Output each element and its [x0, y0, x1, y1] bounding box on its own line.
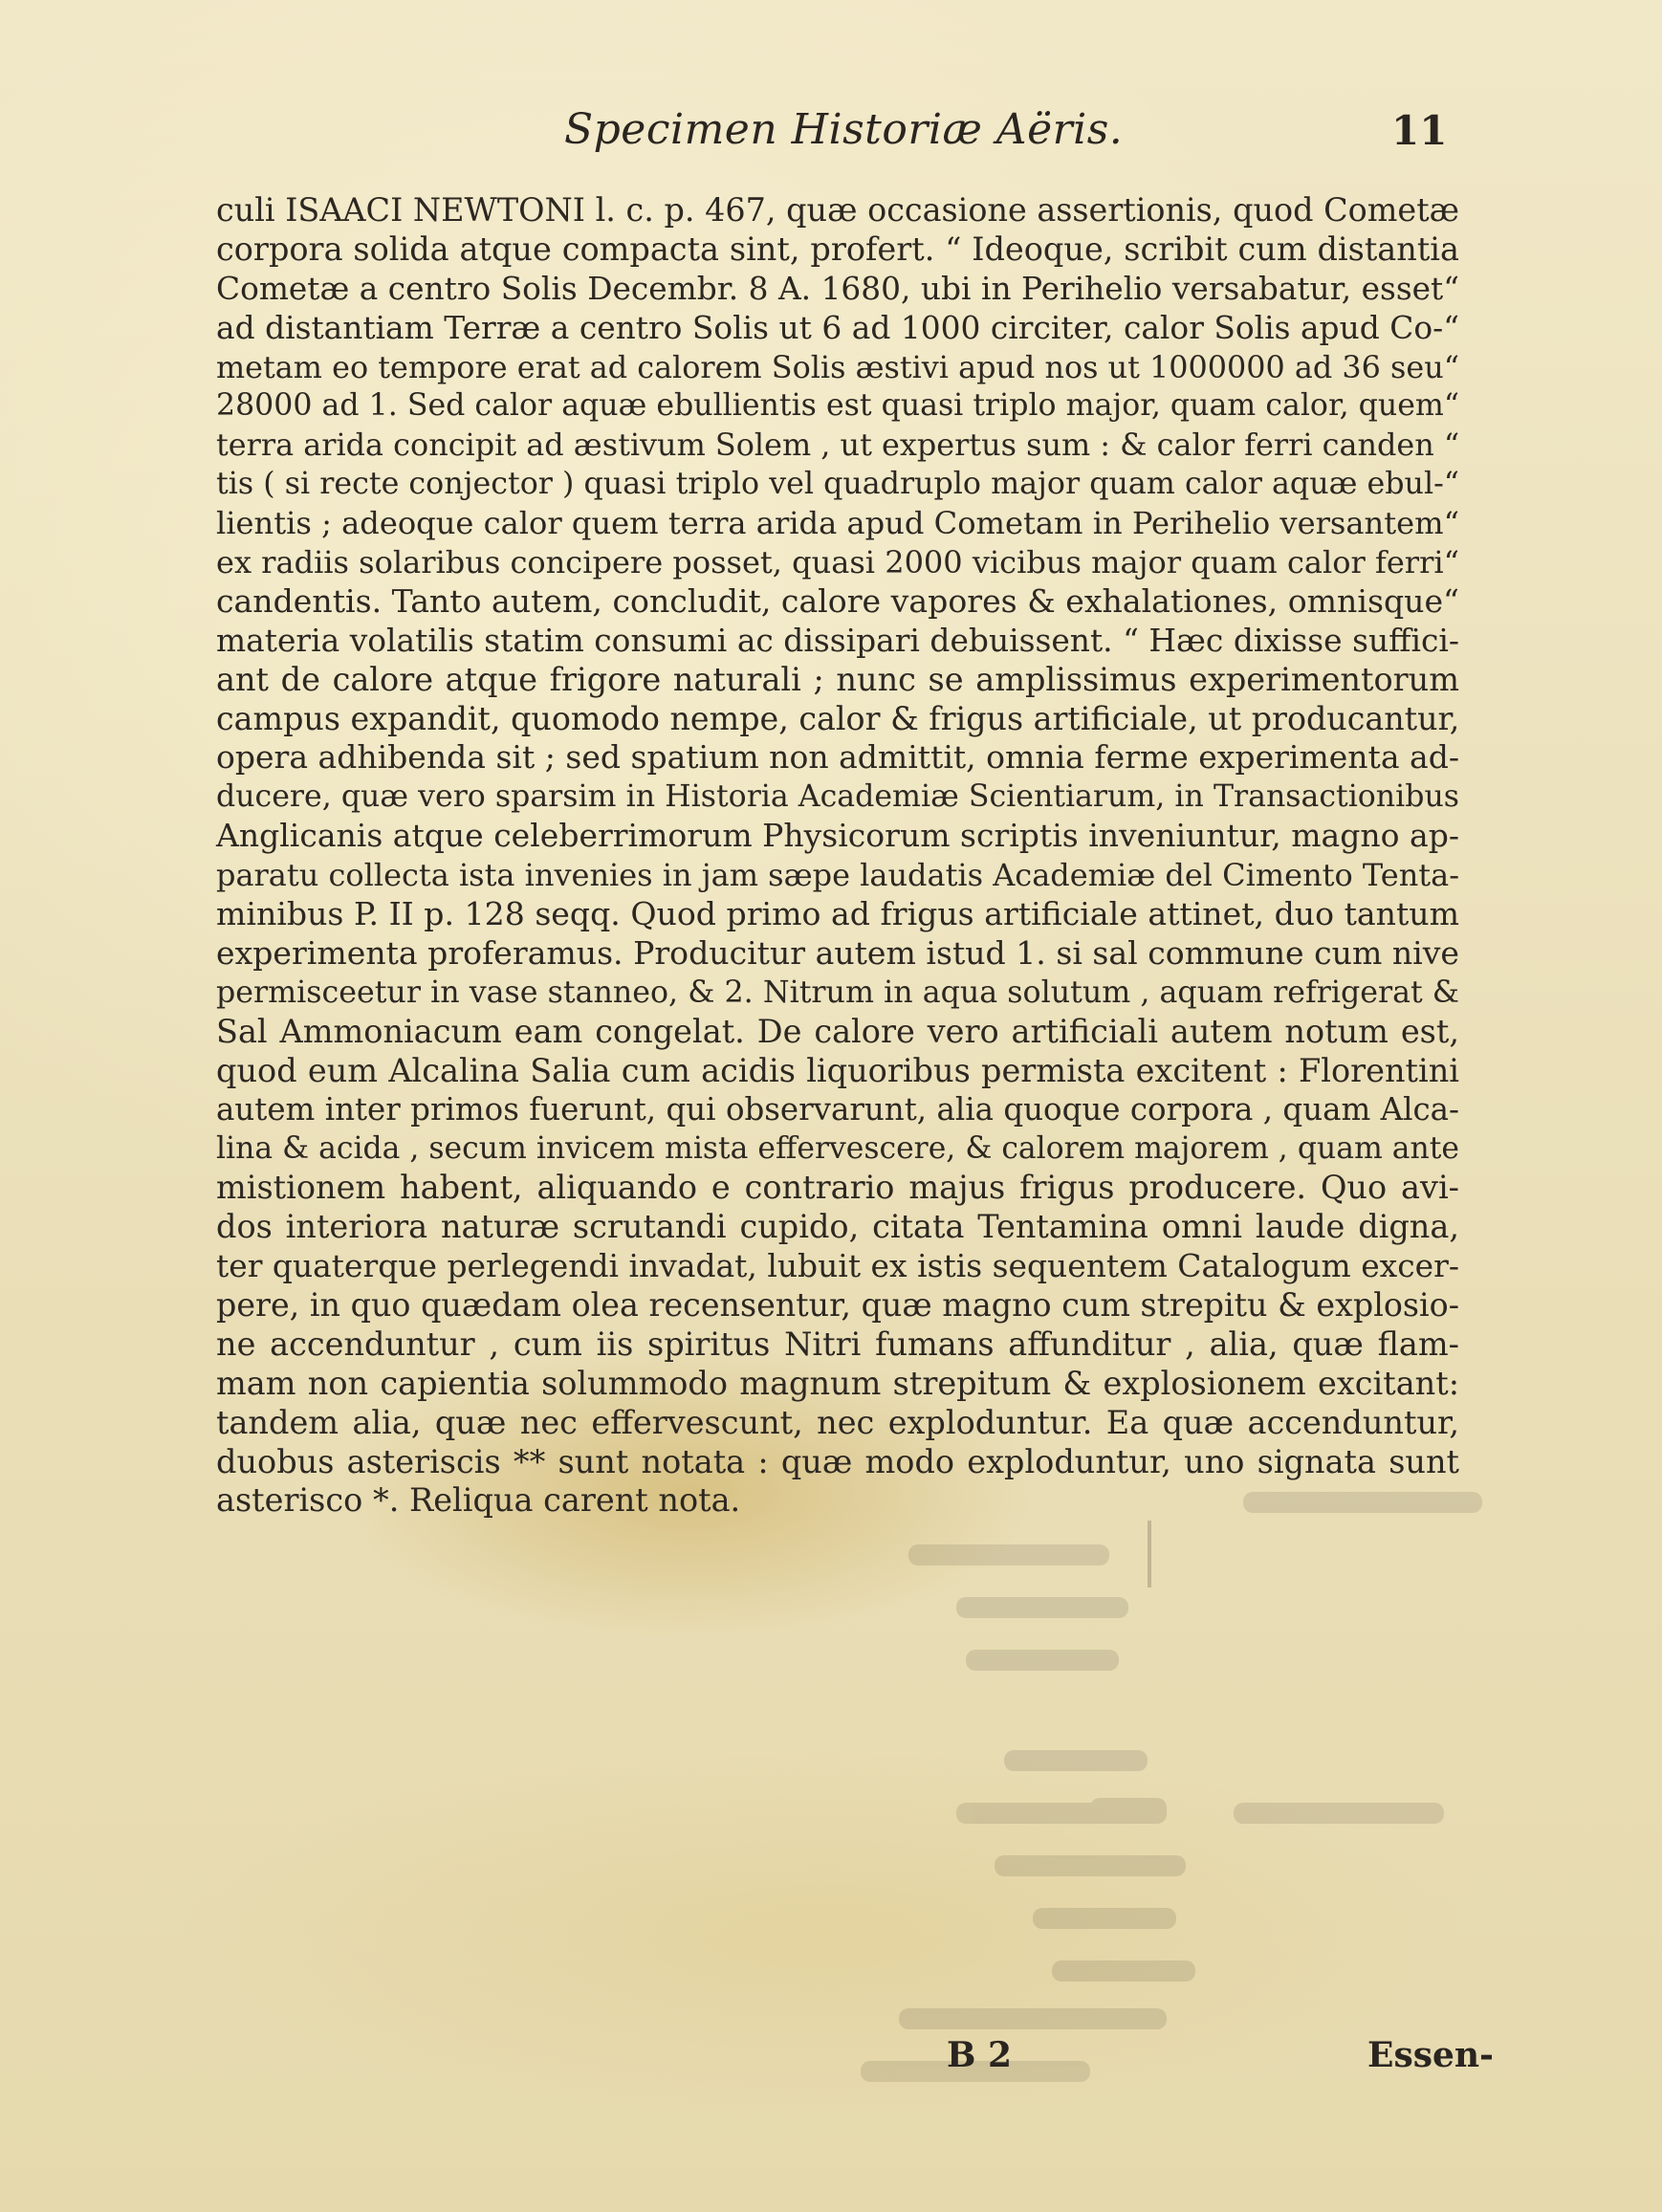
text-line: ant de calore atque frigore naturali ; nunc se amplissimus experimentorum [216, 660, 1459, 698]
catchword: Essen- [1367, 2035, 1494, 2075]
text-line: autem inter primos fuerunt, qui observarunt, alia quoque corpora , quam Alca- [216, 1091, 1459, 1128]
text-line: duobus asteriscis ** sunt notata : quæ modo exploduntur, uno signata sunt [216, 1442, 1459, 1480]
text-line: ad distantiam Terræ a centro Solis ut 6 ad 1000 circiter, calor Solis apud Co-“ [216, 309, 1459, 346]
text-line: lina & acida , secum invicem mista effervescere, & calorem majorem , quam ante [216, 1131, 1459, 1167]
show-through-line [1234, 1803, 1444, 1824]
text-line: terra arida concipit ad æstivum Solem , ut expertus sum : & calor ferri canden “ [216, 427, 1460, 464]
page-number: 11 [1391, 107, 1448, 154]
text-line: 28000 ad 1. Sed calor aquæ ebullientis est quasi triplo major, quam calor, quem“ [216, 388, 1459, 424]
text-line: lientis ; adeoque calor quem terra arida apud Cometam in Perihelio versantem“ [216, 505, 1459, 542]
show-through-line [966, 1650, 1119, 1671]
text-line: Sal Ammoniacum eam congelat. De calore vero artificiali autem notum est, [216, 1012, 1459, 1050]
text-line: opera adhibenda sit ; sed spatium non admittit, omnia ferme experimenta ad- [216, 738, 1459, 777]
running-head: Specimen Historiæ Aëris. [564, 105, 1124, 154]
show-through-line [1004, 1750, 1148, 1771]
text-line: tis ( si recte conjector ) quasi triplo vel quadruplo major quam calor aquæ ebul-“ [216, 467, 1459, 502]
text-line: ducere, quæ vero sparsim in Historia Academiæ Scientiarum, in Transactionibus [216, 779, 1459, 815]
fold-mark [1148, 1521, 1151, 1588]
text-line: campus expandit, quomodo nempe, calor & frigus artificiale, ut producantur, [216, 699, 1460, 737]
text-line: experimenta proferamus. Producitur autem istud 1. si sal commune cum nive [216, 933, 1459, 972]
text-line: paratu collecta ista invenies in jam sæpe laudatis Academiæ del Cimento Tenta- [216, 857, 1459, 894]
text-line: ex radiis solaribus concipere posset, quasi 2000 vicibus major quam calor ferri“ [216, 544, 1459, 581]
show-through-line [995, 1855, 1186, 1876]
text-line: mam non capientia solummodo magnum strepitum & explosionem excitant: [216, 1364, 1459, 1402]
signature-mark: B 2 [947, 2035, 1013, 2075]
text-line: tandem alia, quæ nec effervescunt, nec exploduntur. Ea quæ accenduntur, [216, 1403, 1459, 1441]
text-line: materia volatilis statim consumi ac dissipari debuissent. “ Hæc dixisse suffici- [216, 621, 1459, 659]
show-through-line [1090, 1798, 1167, 1819]
text-line: ne accenduntur , cum iis spiritus Nitri fumans affunditur , alia, quæ flam- [216, 1325, 1459, 1363]
text-line: quod eum Alcalina Salia cum acidis liquoribus permista excitent : Florentini [216, 1051, 1459, 1089]
text-line: Anglicanis atque celeberrimorum Physicorum scriptis inveniuntur, magno ap- [216, 817, 1459, 855]
text-line: metam eo tempore erat ad calorem Solis æstivi apud nos ut 1000000 ad 36 seu“ [216, 348, 1459, 385]
text-line: Cometæ a centro Solis Decembr. 8 A. 1680, ubi in Perihelio versabatur, esset“ [216, 270, 1459, 307]
text-line: ter quaterque perlegendi invadat, lubuit ex istis sequentem Catalogum excer- [216, 1247, 1459, 1285]
text-line: culi ISAACI NEWTONI l. c. p. 467, quæ occasione assertionis, quod Cometæ [216, 191, 1459, 229]
text-line: mistionem habent, aliquando e contrario majus frigus producere. Quo avi- [216, 1169, 1459, 1207]
text-line: minibus P. II p. 128 seqq. Quod primo ad frigus artificiale attinet, duo tantum [216, 895, 1459, 933]
text-line: asterisco *. Reliqua carent nota. [216, 1481, 741, 1520]
text-line: permisceetur in vase stanneo, & 2. Nitrum in aqua solutum , aquam refrigerat & [216, 975, 1459, 1010]
body-text [216, 191, 1459, 1521]
show-through-line [956, 1803, 1167, 1824]
text-line: pere, in quo quædam olea recensentur, quæ magno cum strepitu & explosio- [216, 1285, 1459, 1324]
show-through-line [1052, 1960, 1195, 1982]
show-through-line [1033, 1908, 1176, 1929]
text-line: corpora solida atque compacta sint, profert. “ Ideoque, scribit cum distantia [216, 230, 1459, 268]
show-through-line [899, 2008, 1167, 2029]
text-line: dos interiora naturæ scrutandi cupido, citata Tentamina omni laude digna, [216, 1208, 1459, 1246]
show-through-line [908, 1544, 1109, 1566]
show-through-line [956, 1597, 1128, 1618]
text-line: candentis. Tanto autem, concludit, calore vapores & exhalationes, omnisque“ [216, 581, 1459, 620]
